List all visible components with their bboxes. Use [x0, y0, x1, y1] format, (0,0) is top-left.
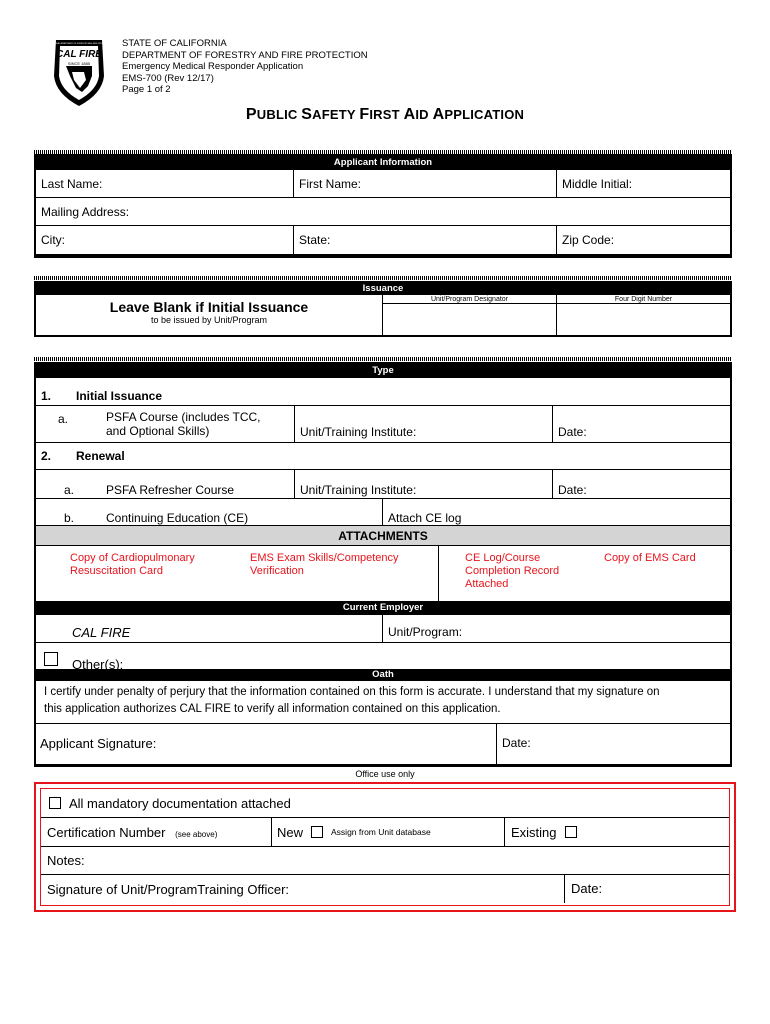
renewal-unit-training-field[interactable]: Unit/Training Institute:: [294, 470, 552, 498]
logo-sub: SINCE 1885: [67, 61, 91, 66]
zip-code-field[interactable]: Zip Code:: [556, 226, 730, 254]
unit-training-field[interactable]: Unit/Training Institute:: [294, 406, 552, 442]
leave-blank-cell: [36, 295, 382, 335]
oath-line-1: I certify under penalty of perjury that the information contained on this form is accurate. I understand that my signature on: [44, 686, 660, 698]
others-option[interactable]: [36, 643, 124, 672]
initial-issuance-label: Initial Issuance: [76, 389, 163, 403]
office-use-label: Office use only: [355, 769, 415, 779]
notes-field[interactable]: [41, 847, 729, 875]
applicant-band: Applicant Information: [36, 156, 730, 169]
initial-date-field[interactable]: Date:: [552, 406, 730, 442]
unit-program-field[interactable]: Unit/Program:: [382, 615, 730, 642]
attachments-band: ATTACHMENTS: [36, 525, 730, 545]
page-title: PUBLIC SAFETY FIRST AID APPLICATION: [245, 106, 525, 123]
first-name-field[interactable]: First Name:: [293, 170, 556, 198]
attach-ce-log[interactable]: Attach CE log: [382, 499, 730, 525]
oath-text: [36, 681, 730, 723]
new-label: New: [277, 824, 304, 840]
applicant-section: [34, 154, 732, 258]
item-a-letter: a.: [58, 412, 69, 426]
cert-number-field[interactable]: [41, 825, 271, 840]
ce-label: Continuing Education (CE): [106, 511, 249, 525]
notes-label: Notes:: [47, 853, 85, 868]
existing-checkbox[interactable]: [565, 826, 577, 838]
last-name-field[interactable]: Last Name:: [41, 176, 103, 191]
oath-line-2: this application authorizes CAL FIRE to verify all information contained on this application.: [44, 703, 501, 715]
middle-initial-field[interactable]: Middle Initial:: [556, 170, 730, 198]
cal-fire-option[interactable]: CAL FIRE: [72, 625, 131, 640]
hatch-divider: [34, 357, 732, 361]
attachment-cpr-card: Copy of Cardiopulmonary Resuscitation Card: [70, 552, 195, 577]
officer-date-field[interactable]: Date:: [564, 875, 729, 903]
header-application: Emergency Medical Responder Application: [122, 61, 304, 73]
certification-row: [41, 818, 729, 847]
others-checkbox[interactable]: [44, 652, 58, 666]
type-section: [34, 362, 732, 767]
four-digit-cell[interactable]: [556, 295, 730, 335]
leave-blank-label: Leave Blank if Initial Issuance: [109, 299, 309, 315]
city-field[interactable]: City:: [41, 233, 65, 247]
item-2-number: 2.: [41, 449, 52, 463]
applicant-signature-field[interactable]: Applicant Signature:: [40, 736, 157, 751]
mandatory-label: All mandatory documentation attached: [69, 795, 291, 811]
item-2b-letter: b.: [64, 511, 75, 525]
renewal-label: Renewal: [76, 449, 125, 463]
form-header: [122, 38, 368, 96]
cal-fire-logo: [46, 36, 112, 108]
header-state: STATE OF CALIFORNIA: [122, 38, 227, 49]
header-page: Page 1 of 2: [122, 84, 171, 96]
attachment-ems-card: Copy of EMS Card: [604, 552, 696, 564]
officer-row: [41, 875, 729, 903]
four-digit-label: Four Digit Number: [557, 295, 730, 304]
header-department: DEPARTMENT OF FORESTRY AND FIRE PROTECTION: [122, 49, 368, 61]
applicant-date-field[interactable]: Date:: [496, 724, 730, 764]
type-band: Type: [36, 364, 730, 378]
refresher-label: PSFA Refresher Course: [106, 483, 235, 497]
existing-label: Existing: [511, 824, 557, 840]
header-form-number: EMS-700 (Rev 12/17): [122, 72, 214, 84]
attachment-ce-log: CE Log/Course Completion Record Attached: [438, 546, 598, 601]
issued-by-label: to be issued by Unit/Program: [150, 315, 268, 325]
mailing-address-field[interactable]: Mailing Address:: [41, 205, 130, 219]
officer-signature-field[interactable]: Signature of Unit/ProgramTraining Officer:: [47, 881, 290, 897]
item-1-number: 1.: [41, 389, 52, 403]
renewal-date-field[interactable]: Date:: [552, 470, 730, 498]
assign-label: Assign from Unit database: [331, 827, 431, 837]
new-option: [271, 818, 504, 847]
state-field[interactable]: State:: [293, 226, 556, 254]
oath-band: Oath: [36, 669, 730, 681]
designator-label: Unit/Program Designator: [383, 295, 556, 304]
item-2a-letter: a.: [64, 483, 75, 497]
psfa-course-label: PSFA Course (includes TCC, and Optional Skills): [106, 410, 261, 438]
issuance-band: Issuance: [36, 283, 730, 295]
mandatory-row: [41, 789, 729, 818]
designator-cell[interactable]: [382, 295, 556, 335]
cert-number-label: Certification Number: [47, 824, 166, 840]
logo-ring: CALIFORNIA DEPARTMENT OF FORESTRY AND FIRE PROTECTION: [46, 43, 112, 45]
mandatory-checkbox[interactable]: [49, 797, 61, 809]
existing-option: [504, 818, 729, 847]
see-above-label: (see above): [175, 829, 218, 839]
new-checkbox[interactable]: [311, 826, 323, 838]
office-use-inner: [40, 788, 730, 906]
employer-band: Current Employer: [36, 601, 730, 615]
logo-text: CAL FIRE: [56, 49, 102, 60]
attachment-ems-verification: EMS Exam Skills/Competency Verification: [250, 552, 399, 577]
others-label: Other(s):: [72, 656, 124, 672]
hatch-divider: [34, 276, 732, 280]
office-use-section: [34, 782, 736, 912]
issuance-section: [34, 281, 732, 337]
